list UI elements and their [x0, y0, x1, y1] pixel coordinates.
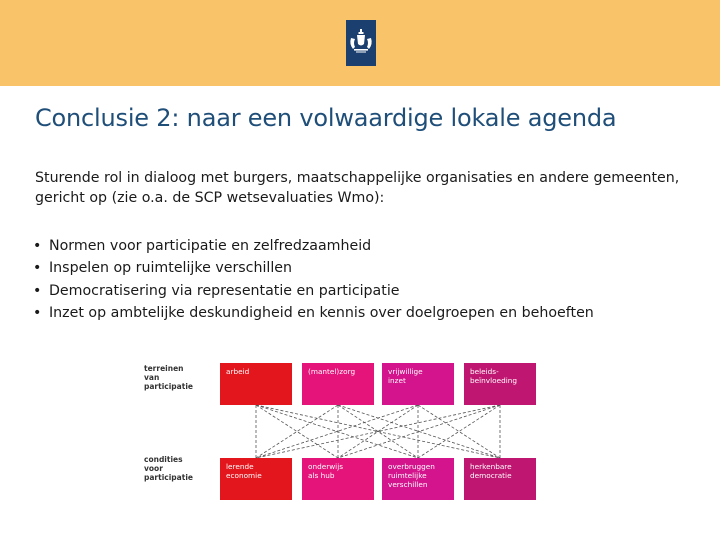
bullet-item: • Inspelen op ruimtelijke verschillen	[33, 257, 713, 279]
bullet-item: • Normen voor participatie en zelfredzaamheid	[33, 235, 713, 257]
diagram-canvas	[128, 353, 570, 520]
bottom-box-label: democratie	[470, 471, 512, 480]
bullet-item: • Democratisering via representatie en participatie	[33, 280, 713, 302]
bottom-box-label: als hub	[308, 471, 335, 480]
top-box-label: inzet	[388, 376, 406, 385]
top-box-label: arbeid	[226, 367, 250, 376]
bottom-box-label: herkenbare	[470, 462, 512, 471]
slide-title: Conclusie 2: naar een volwaardige lokale agenda	[35, 104, 617, 132]
top-box-label: beleids-	[470, 367, 499, 376]
row-label: van	[144, 373, 160, 382]
bullet-item: • Inzet op ambtelijke deskundigheid en kennis over doelgroepen en behoeften	[33, 302, 713, 324]
top-box-label: vrijwillige	[388, 367, 423, 376]
bottom-box-label: onderwijs	[308, 462, 344, 471]
intro-paragraph: Sturende rol in dialoog met burgers, maatschappelijke organisaties en andere gemeenten, gericht op (zie o.a. de SCP wetsevaluaties Wmo):	[35, 170, 680, 206]
bottom-box-label: verschillen	[388, 480, 428, 489]
row-label: participatie	[144, 473, 193, 482]
participation-diagram	[128, 353, 570, 520]
bottom-box-label: ruimtelijke	[388, 471, 427, 480]
coat-of-arms-icon	[346, 20, 376, 66]
row-label: participatie	[144, 382, 193, 391]
bottom-box-label: lerende	[226, 462, 254, 471]
row-label: condities	[144, 455, 183, 464]
top-box-label: beïnvloeding	[470, 376, 517, 385]
government-logo	[346, 20, 376, 66]
bottom-box-label: overbruggen	[388, 462, 435, 471]
top-box-label: (mantel)zorg	[308, 367, 356, 376]
row-label: voor	[144, 464, 163, 473]
bottom-box-label: economie	[226, 471, 262, 480]
connector-lines	[256, 405, 500, 458]
row-label: terreinen	[144, 364, 184, 373]
bullet-list	[33, 235, 713, 324]
